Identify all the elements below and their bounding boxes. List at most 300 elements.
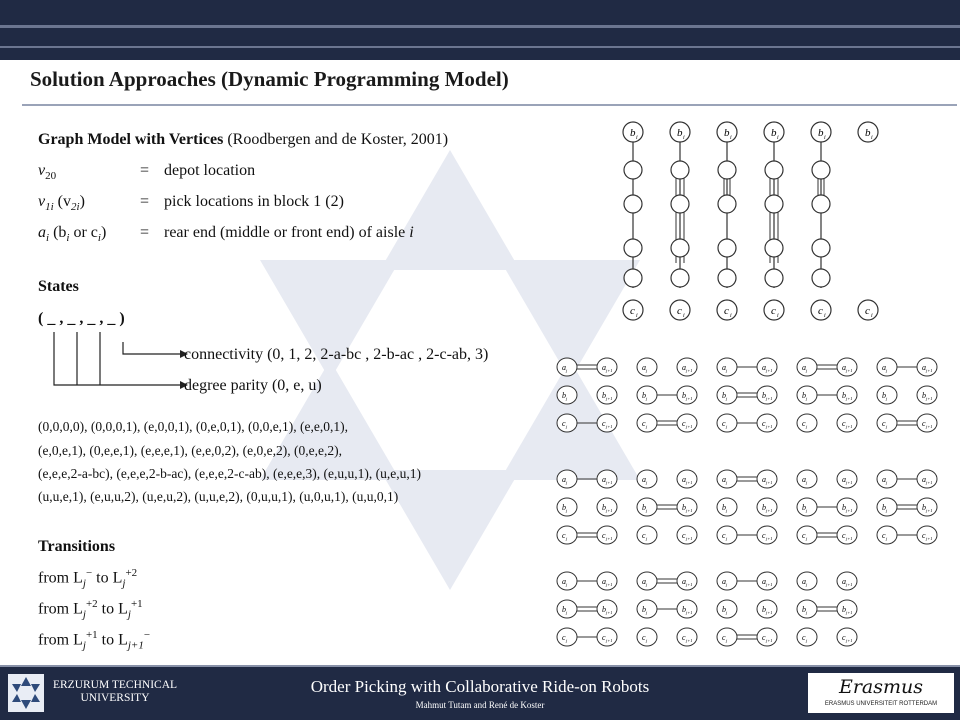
panel-node-label: a [682,363,686,372]
panel-node-sub: j+1 [686,610,693,615]
panel-node [877,498,897,516]
panel-node-label: a [562,577,566,586]
panel-node [837,358,857,376]
panel-node [597,526,617,544]
panel-node-label: a [762,577,766,586]
panel-node-sub: j [806,638,808,643]
panel-node-sub: j [806,536,808,541]
bottom-node-sub: i [636,313,638,319]
panel-node-sub: j [886,368,888,373]
panel-node [797,498,817,516]
panel-node [917,498,937,516]
panel-node-sub: j+1 [846,536,853,541]
panel-node-label: b [922,503,926,512]
erasmus-logo-script: Erasmus [838,676,924,698]
panel-node-label: b [642,391,646,400]
panel-node [597,600,617,618]
def-row-aisle-symbol: $a_i$ ($b_i$ or $c_i$) [38,224,107,245]
panel-node-sub: j [886,508,888,513]
panel-node-label: b [642,503,646,512]
bottom-node-sub: i [730,313,732,319]
panel-node-label: c [562,531,566,540]
panel-node-label: a [602,475,606,484]
panel-node-label: b [842,503,846,512]
panel-node-label: a [922,363,926,372]
panel-node-label: b [642,605,646,614]
pick-node [671,161,689,179]
top-node-label: b [724,127,730,139]
panel-node-sub: j+1 [686,536,693,541]
bottom-node-label: c [724,305,729,317]
bottom-node-sub: i [777,313,779,319]
top-node-sub: i [683,135,685,141]
panel-node-sub: j [646,582,648,587]
panel-node-label: b [722,605,726,614]
panel-node-sub: j [726,508,728,513]
panel-node [837,470,857,488]
panel-node-sub: j [566,582,568,587]
panel-node [757,498,777,516]
bottom-node-sub: i [871,313,873,319]
panel-node-sub: j+1 [686,508,693,513]
panel-node-sub: j [726,396,728,401]
panel-node [797,572,817,590]
def-row-pick-symbol: $v_{1i}$ $(v_{2i})$ [38,193,85,214]
panel-node-label: c [642,419,646,428]
pick-node [718,269,736,287]
panel-node-label: c [802,531,806,540]
panel-node-sub: j [646,424,648,429]
pick-node [765,239,783,257]
panel-node-sub: j [806,582,808,587]
panel-node [757,526,777,544]
panel-node-sub: j [566,610,568,615]
panel-node [917,358,937,376]
panel-node-label: c [602,419,606,428]
pick-node [812,239,830,257]
panel-node [637,386,657,404]
panel-node-sub: j [806,368,808,373]
panel-node-sub: j+1 [686,368,693,373]
panel-node [597,414,617,432]
state-list-line: (u,u,e,1), (e,u,u,2), (u,e,u,2), (u,u,e,2), (0,u,u,1), (u,0,u,1), (u,u,0,1) [38,489,399,504]
panel-node [757,470,777,488]
pick-node [624,161,642,179]
top-node-sub: i [871,135,873,141]
def-row-depot-symbol: $v_{20}$ [38,162,57,183]
panel-node-sub: j [726,638,728,643]
panel-node [677,600,697,618]
panel-node-label: b [882,391,886,400]
panel-node-label: a [762,363,766,372]
panel-node-sub: j+1 [926,536,933,541]
top-node-label: b [677,127,683,139]
panel-node-sub: j+1 [926,480,933,485]
panel-node-sub: j+1 [846,424,853,429]
panel-node [797,526,817,544]
panel-node [677,498,697,516]
graph-model-heading-text: Graph Model with Vertices [38,131,224,148]
panel-node-sub: j+1 [606,536,613,541]
pick-node [765,195,783,213]
transition-item: from $L_j^{+2}$ to $L_j^{+1}$ [38,598,143,621]
aisle-graph-diagram [598,118,898,328]
state-list-line: (0,0,0,0), (0,0,0,1), (e,0,0,1), (0,e,0,1), (0,0,e,1), (e,e,0,1), [38,419,349,434]
erasmus-logo-sub: ERASMUS UNIVERSITEIT ROTTERDAM [824,701,938,707]
def-row-aisle-eq: = [140,224,150,241]
panel-node-sub: j [566,368,568,373]
panel-node-label: b [562,391,566,400]
panel-node-label: a [562,363,566,372]
panel-node-sub: j+1 [606,480,613,485]
panel-node-sub: j [566,508,568,513]
panel-node [637,498,657,516]
panel-node-sub: j [726,582,728,587]
panel-node-label: c [802,633,806,642]
panel-node-label: a [762,475,766,484]
panel-node [557,358,577,376]
panel-node-sub: j [646,480,648,485]
bottom-node-label: c [865,305,870,317]
panel-node-label: c [922,531,926,540]
panel-node [717,498,737,516]
panel-node-sub: j [806,424,808,429]
panel-node [717,414,737,432]
top-banner [0,0,960,60]
panel-node-label: a [882,475,886,484]
panel-node-label: b [722,391,726,400]
pick-node [812,195,830,213]
pick-node [765,269,783,287]
banner-stripe [0,46,960,48]
panel-node-label: c [562,633,566,642]
panel-node [557,470,577,488]
panel-node-label: b [762,503,766,512]
panel-node-sub: j+1 [846,638,853,643]
panel-node-label: b [562,503,566,512]
panel-node [797,600,817,618]
panel-node-label: a [682,475,686,484]
panel-node-sub: j [806,396,808,401]
panel-node-sub: j+1 [606,638,613,643]
panel-node [677,386,697,404]
panel-node-label: a [842,475,846,484]
panel-node-sub: j+1 [686,582,693,587]
top-node-label: b [865,127,871,139]
top-node-sub: i [730,135,732,141]
panel-node-label: c [642,633,646,642]
panel-node-label: a [602,577,606,586]
panel-node [597,470,617,488]
panel-node-sub: j [726,480,728,485]
panel-node-sub: j [566,638,568,643]
panel-node-sub: j+1 [606,424,613,429]
panel-node-label: a [602,363,606,372]
graph-model-citation: (Roodbergen and de Koster, 2001) [227,131,449,148]
connectivity-label: connectivity (0, 1, 2, 2-a-bc , 2-b-ac , 2-c-ab, 3) [184,346,489,363]
panel-node-label: c [842,419,846,428]
panel-node-label: b [602,503,606,512]
panel-node-label: c [682,531,686,540]
def-row-aisle-text: rear end (middle or front end) of aisle i [164,224,414,241]
panel-node [717,526,737,544]
panel-node-sub: j+1 [686,396,693,401]
panel-node-sub: j [566,396,568,401]
panel-node-label: a [882,363,886,372]
panel-node [797,414,817,432]
panel-node [757,628,777,646]
pick-node [765,161,783,179]
panel-node [837,572,857,590]
panel-node-label: a [842,363,846,372]
panel-node [637,572,657,590]
top-node-label: b [630,127,636,139]
panel-node-label: c [922,419,926,428]
panel-node-sub: j [646,536,648,541]
states-bracket-lines [40,330,190,390]
panel-node-sub: j+1 [606,582,613,587]
def-row-depot-text: depot location [164,162,256,179]
panel-node [597,628,617,646]
panel-node-label: a [802,475,806,484]
panel-node [837,386,857,404]
panel-node-label: b [882,503,886,512]
panel-node [877,526,897,544]
slide-title: Solution Approaches (Dynamic Programming Model) [30,67,509,91]
panel-node-sub: j [726,536,728,541]
banner-stripe [0,25,960,28]
panel-node-label: c [562,419,566,428]
panel-node-label: c [762,633,766,642]
panel-node-label: c [602,633,606,642]
pick-node [718,195,736,213]
panel-node [677,572,697,590]
panel-node [917,386,937,404]
degree-parity-label: degree parity (0, e, u) [184,377,322,394]
panel-node-sub: j [566,536,568,541]
panel-node-sub: j+1 [766,508,773,513]
panel-node-label: a [722,577,726,586]
panel-node-sub: j+1 [766,638,773,643]
panel-node [837,498,857,516]
panel-node-sub: j+1 [846,396,853,401]
panel-node-sub: j+1 [606,610,613,615]
panel-node-sub: j+1 [606,368,613,373]
panel-node-label: c [722,531,726,540]
def-row-depot-eq: = [140,162,150,179]
panel-node [717,628,737,646]
panel-node [837,526,857,544]
panel-node-sub: j [726,424,728,429]
panel-node [757,572,777,590]
panel-node [757,414,777,432]
panel-node-sub: j+1 [686,480,693,485]
panel-node [597,386,617,404]
top-node-sub: i [777,135,779,141]
panel-node [837,600,857,618]
footer-authors: Mahmut Tutam and René de Koster [415,700,545,710]
def-row-pick-eq: = [140,193,150,210]
panel-node-label: c [722,633,726,642]
panel-node [797,628,817,646]
panel-node-sub: j+1 [846,368,853,373]
pick-node [624,195,642,213]
panel-node-sub: j [886,424,888,429]
panel-node-label: a [642,363,646,372]
state-list-line: (e,0,e,1), (0,e,e,1), (e,e,e,1), (e,e,0,2), (e,0,e,2), (0,e,e,2), [38,443,342,458]
panel-node [877,470,897,488]
panel-node-label: b [682,503,686,512]
graph-model-heading [38,131,448,149]
panel-node-sub: j [886,536,888,541]
panel-node-label: c [802,419,806,428]
panel-node-label: b [762,391,766,400]
panel-node-label: b [802,503,806,512]
panel-node-label: c [882,419,886,428]
transition-item: from $L_j^-$ to $L_j^{+2}$ [38,567,138,590]
panel-node-sub: j+1 [766,368,773,373]
panel-node-label: b [602,605,606,614]
title-divider [22,104,957,106]
pick-node [718,239,736,257]
panel-node [557,628,577,646]
panel-node [677,358,697,376]
panel-node [557,572,577,590]
panel-node-sub: j+1 [766,536,773,541]
panel-node-label: a [642,577,646,586]
panel-node-label: c [842,633,846,642]
panel-node [717,600,737,618]
panel-node-sub: j [566,480,568,485]
panel-node [717,358,737,376]
panel-node-label: a [922,475,926,484]
panel-node [837,628,857,646]
panel-node [597,498,617,516]
panel-node-sub: j+1 [926,508,933,513]
panel-node-sub: j [806,508,808,513]
panel-node-label: a [722,475,726,484]
state-list-line: (e,e,e,2-a-bc), (e,e,e,2-b-ac), (e,e,e,2-c-ab), (e,e,e,3), (e,u,u,1), (u,e,u,1) [38,466,422,481]
panel-node [797,470,817,488]
panel-node-label: a [682,577,686,586]
panel-node [677,628,697,646]
panel-node-sub: j+1 [926,396,933,401]
panel-node-label: c [642,531,646,540]
panel-node [557,498,577,516]
panel-node [797,358,817,376]
panel-node-label: b [722,503,726,512]
bottom-node-sub: i [824,313,826,319]
bottom-node-sub: i [683,313,685,319]
panel-node [597,358,617,376]
panel-node-label: b [762,605,766,614]
panel-node [917,470,937,488]
bottom-node-label: c [771,305,776,317]
transitions-heading: Transitions [38,538,116,555]
states-heading: States [38,278,79,295]
top-node-label: b [818,127,824,139]
panel-node-label: c [682,633,686,642]
panel-node-label: b [802,605,806,614]
panel-node-label: b [802,391,806,400]
panel-node-label: c [762,419,766,428]
top-node-label: b [771,127,777,139]
panel-node-sub: j+1 [606,508,613,513]
panel-node [917,526,937,544]
etu-logo-icon [8,674,44,712]
panel-node-label: b [682,391,686,400]
panel-node-label: c [762,531,766,540]
panel-node [557,414,577,432]
panel-node-sub: j+1 [846,480,853,485]
panel-node [637,358,657,376]
pick-node [624,269,642,287]
panel-node-sub: j+1 [686,424,693,429]
panel-node-sub: j [646,508,648,513]
panel-node [757,386,777,404]
pick-node [812,269,830,287]
panel-node-label: c [602,531,606,540]
panel-node-sub: j [646,610,648,615]
top-node-sub: i [636,135,638,141]
panel-node-sub: j [886,480,888,485]
panel-node [717,470,737,488]
panel-node-label: a [802,577,806,586]
panel-node-sub: j+1 [686,638,693,643]
panel-node-sub: j [646,368,648,373]
panel-node-label: a [722,363,726,372]
bottom-node-label: c [677,305,682,317]
panel-node [717,386,737,404]
panel-node [637,600,657,618]
panel-node [917,414,937,432]
panel-node-label: b [842,391,846,400]
panel-node [557,600,577,618]
panel-node-sub: j+1 [926,368,933,373]
transition-item: from $L_j^{+1}$ to $L_{j+1}^-$ [38,629,151,652]
erasmus-logo [808,673,954,713]
panel-node-label: b [562,605,566,614]
panel-node-sub: j+1 [766,396,773,401]
panel-node [637,628,657,646]
panel-node-sub: j+1 [846,582,853,587]
panel-node [677,526,697,544]
panel-node-sub: j+1 [846,610,853,615]
pick-node [671,195,689,213]
panel-node-sub: j+1 [766,582,773,587]
panel-node-label: a [642,475,646,484]
panel-node-sub: j [806,610,808,615]
panel-node-sub: j [646,396,648,401]
panel-node [877,386,897,404]
panel-node [757,600,777,618]
panel-node-label: c [682,419,686,428]
panel-node-label: a [562,475,566,484]
panel-node [757,358,777,376]
panel-node [837,414,857,432]
footer-talk-title: Order Picking with Collaborative Ride-on Robots [310,677,650,696]
panel-node-label: a [842,577,846,586]
panel-node-sub: j+1 [766,424,773,429]
panel-node-sub: j [726,368,728,373]
panel-node-label: c [722,419,726,428]
bottom-node-label: c [818,305,823,317]
pick-node [718,161,736,179]
pick-node [624,239,642,257]
bottom-node-label: c [630,305,635,317]
pick-node [671,239,689,257]
panel-node-sub: j [886,396,888,401]
